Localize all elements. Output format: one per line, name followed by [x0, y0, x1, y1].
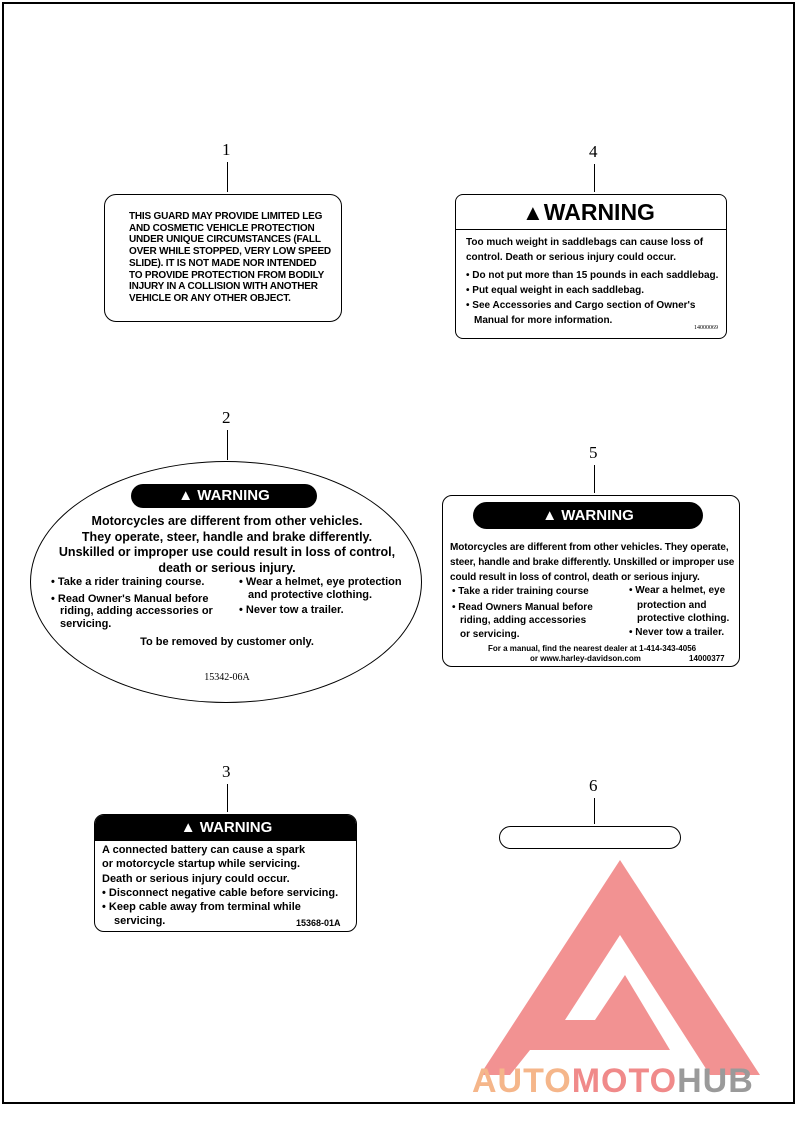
warning-triangle-icon: ▲ — [542, 507, 558, 524]
label-3-bullet: servicing. — [114, 915, 166, 928]
label-4-bullet: • Do not put more than 15 pounds in each saddlebag. — [466, 270, 719, 281]
label-2-bullet: servicing. — [60, 617, 112, 630]
callout-2: 2 — [222, 408, 231, 427]
label-5-footer-1: For a manual, find the nearest dealer at 1-414-343-4056 — [488, 644, 697, 653]
label-5-body-line: steer, handle and brake differently. Unskilled or improper use — [450, 557, 735, 568]
leader-line-6 — [594, 798, 595, 824]
label-4-header-divider — [456, 229, 726, 230]
label-1-line: SLIDE). IT IS NOT MADE NOR INTENDED — [129, 257, 317, 269]
label-2-body-line: Motorcycles are different from other vehicles. — [91, 514, 363, 528]
label-1-line: INJURY IN A COLLISION WITH ANOTHER — [129, 281, 318, 293]
label-2-oval-warning — [30, 461, 422, 703]
label-2-bullet: riding, adding accessories or — [60, 605, 213, 617]
label-5-bullet: protection and — [637, 599, 707, 611]
watermark-moto: MOTO — [571, 1062, 678, 1100]
label-5-rectangular-warning — [442, 495, 740, 667]
label-1-leg-guard — [104, 194, 342, 322]
label-4-part-number: 14000069 — [694, 325, 718, 331]
label-5-body-line: Motorcycles are different from other vehicles. They operate, — [450, 542, 729, 553]
callout-1: 1 — [222, 140, 231, 159]
label-2-bullet: • Take a rider training course. — [51, 576, 205, 588]
label-3-part-number: 15368-01A — [296, 918, 341, 928]
warning-triangle-icon: ▲ — [180, 819, 196, 836]
label-1-line: OVER WHILE STOPPED, VERY LOW SPEED — [129, 246, 331, 258]
label-3-line: A connected battery can cause a spark — [102, 844, 306, 856]
warning-triangle-icon: ▲ — [522, 200, 544, 225]
leader-line-3 — [227, 784, 228, 812]
label-1-line: TO PROVIDE PROTECTION FROM BODILY — [129, 269, 325, 281]
label-1-line: THIS GUARD MAY PROVIDE LIMITED LEG — [129, 211, 323, 222]
label-4-bullet: • See Accessories and Cargo section of Owner's — [466, 300, 696, 311]
label-2-bullet: • Never tow a trailer. — [239, 604, 344, 616]
label-2-bullet: • Read Owner's Manual before — [51, 592, 209, 605]
label-2-bullet: • Wear a helmet, eye protection — [239, 576, 402, 588]
leader-line-1 — [227, 162, 228, 192]
warning-triangle-icon: ▲ — [178, 487, 194, 504]
label-5-bullet: or servicing. — [460, 628, 520, 640]
label-4-line: Too much weight in saddlebags can cause loss of — [466, 237, 704, 248]
label-3-header: WARNING — [199, 819, 273, 836]
label-5-bullet: • Read Owners Manual before — [452, 601, 593, 613]
label-3-battery-warning — [94, 814, 357, 932]
label-2-footer: To be removed by customer only. — [140, 636, 314, 648]
label-3-line: Death or serious injury could occur. — [102, 872, 290, 885]
label-4-line: control. Death or serious injury could occur. — [466, 252, 677, 263]
label-1-line: VEHICLE OR ANY OTHER OBJECT. — [129, 292, 291, 304]
label-3-line: or motorcycle startup while servicing. — [102, 858, 301, 871]
callout-3: 3 — [222, 762, 231, 781]
callout-5: 5 — [589, 443, 598, 462]
label-5-header: WARNING — [561, 507, 634, 524]
label-2-header: WARNING — [197, 487, 270, 504]
leader-line-2 — [227, 430, 228, 460]
label-2-body-line: They operate, steer, handle and brake differently. — [81, 529, 373, 544]
triangle-logo-icon — [480, 860, 760, 1075]
label-1-line: AND COSMETIC VEHICLE PROTECTION — [129, 222, 315, 234]
label-5-body-line: could result in loss of control, death or serious injury. — [450, 572, 700, 583]
label-1-line: UNDER UNIQUE CIRCUMSTANCES (FALL — [129, 234, 321, 246]
watermark-hub: HUB — [677, 1062, 754, 1100]
label-5-part-number: 14000377 — [689, 654, 725, 663]
label-4-header: WARNING — [543, 199, 655, 225]
label-3-bullet: • Keep cable away from terminal while — [102, 901, 301, 914]
label-5-bullet: • Never tow a trailer. — [629, 626, 725, 638]
label-5-bullet: • Wear a helmet, eye — [629, 585, 726, 596]
label-4-bullet: Manual for more information. — [474, 315, 613, 326]
label-2-part-number: 15342-06A — [204, 672, 250, 683]
label-5-bullet: protective clothing. — [637, 613, 730, 624]
label-5-bullet: riding, adding accessories — [460, 615, 587, 626]
label-3-bullet: • Disconnect negative cable before servicing. — [102, 886, 339, 899]
callout-4: 4 — [589, 142, 598, 161]
callout-6: 6 — [589, 776, 598, 795]
label-4-saddlebag-warning — [455, 194, 727, 339]
label-2-body-line: Unskilled or improper use could result in loss of control, — [58, 545, 396, 559]
label-5-footer-2: or www.harley-davidson.com — [530, 654, 641, 663]
label-2-body-line: death or serious injury. — [158, 560, 296, 575]
leader-line-4 — [594, 164, 595, 192]
watermark-auto: AUTO — [472, 1062, 572, 1100]
label-6-blank-strip — [499, 826, 681, 849]
label-2-bullet: and protective clothing. — [248, 588, 373, 601]
label-4-bullet: • Put equal weight in each saddlebag. — [466, 285, 644, 296]
leader-line-5 — [594, 465, 595, 493]
label-5-bullet: • Take a rider training course — [452, 586, 589, 597]
